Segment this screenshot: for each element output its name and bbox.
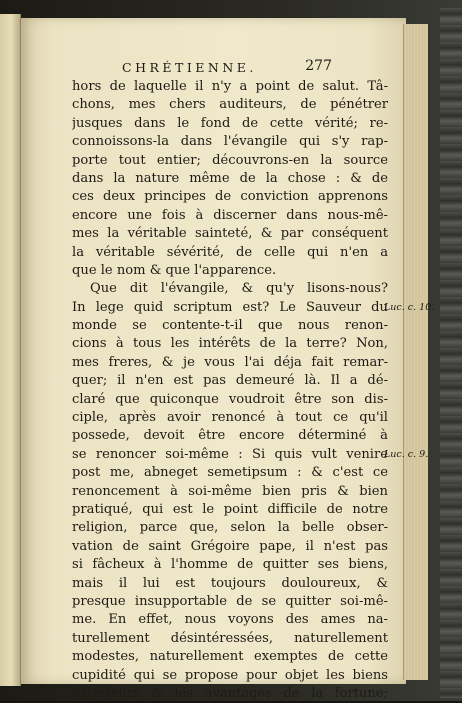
text-line: ciple, après avoir renoncé à tout ce qu'il	[72, 410, 388, 426]
text-line: presque insupportable de se quitter soi-mê-	[72, 593, 388, 609]
cover-spine-edge	[440, 8, 462, 698]
running-title: CHRÉTIENNE.	[122, 60, 257, 75]
marginal-reference: Luc. c. 9.	[384, 449, 429, 460]
text-line: encore une fois à discerner dans nous-mê-	[72, 207, 388, 223]
text-line: cions à tous les intérêts de la terre? Non,	[72, 336, 388, 352]
text-line: hors de laquelle il n'y a point de salut. Tâ-	[72, 79, 388, 94]
text-line: connoissons-la dans l'évangile qui s'y rap-	[72, 134, 388, 150]
text-line: mais il lui est toujours douloureux, &	[72, 575, 388, 591]
marginal-reference: Luc. c. 10.	[384, 301, 435, 313]
text-line: se renoncer soi-même : Si quis vult venire	[72, 446, 388, 462]
page-number: 277	[305, 58, 332, 74]
text-line: dans la nature même de la chose : & de	[72, 170, 388, 186]
text-line: turellement désintéressées, naturellement	[72, 630, 388, 646]
text-line: monde se contente-t-il que nous renon-	[72, 318, 388, 334]
text-line: possede, devoit être encore déterminé à	[72, 428, 388, 444]
text-line: jusques dans le fond de cette vérité; re-	[72, 115, 388, 131]
page-header	[122, 58, 332, 80]
text-line: Que dit l'évangile, & qu'y lisons-nous?	[90, 281, 388, 297]
left-page-edge	[0, 14, 21, 686]
text-line: religion, parce que, selon la belle obser-	[72, 520, 388, 536]
text-line: mes freres, & je vous l'ai déja fait remar-	[72, 354, 388, 370]
text-line: claré que quiconque voudroit être son dis-	[72, 391, 388, 407]
text-line: modestes, naturellement exemptes de cette	[72, 649, 388, 665]
text-line: pratiqué, qui est le point difficile de notre	[72, 501, 388, 517]
text-line: que le nom & que l'apparence.	[72, 262, 277, 278]
text-line: extérieurs & les avantages de la fortune;	[72, 685, 388, 701]
text-line: quer; il n'en est pas demeuré là. Il a dé-	[72, 373, 388, 389]
text-line: mes la véritable sainteté, & par conséquent	[72, 226, 388, 242]
text-line: In lege quid scriptum est? Le Sauveur du	[72, 299, 388, 315]
body-text	[72, 78, 388, 703]
text-line: la véritable sévérité, de celle qui n'en a	[72, 244, 388, 260]
text-line: cupidité qui se propose pour objet les biens	[72, 667, 388, 683]
text-line: me. En effet, nous voyons des ames na-	[72, 612, 388, 628]
text-line: si fâcheux à l'homme de quitter ses biens,	[72, 557, 388, 573]
text-line: vation de saint Grégoire pape, il n'est pas	[72, 538, 388, 554]
page-stack-edges	[403, 24, 428, 680]
text-line: porte tout entier; découvrons-en la source	[72, 152, 388, 168]
text-line: post me, abneget semetipsum : & c'est ce	[72, 465, 388, 481]
text-line: ces deux principes de conviction apprenons	[72, 189, 388, 205]
text-line: chons, mes chers auditeurs, de pénétrer	[72, 97, 388, 113]
text-line: renoncement à soi-même bien pris & bien	[72, 483, 388, 499]
